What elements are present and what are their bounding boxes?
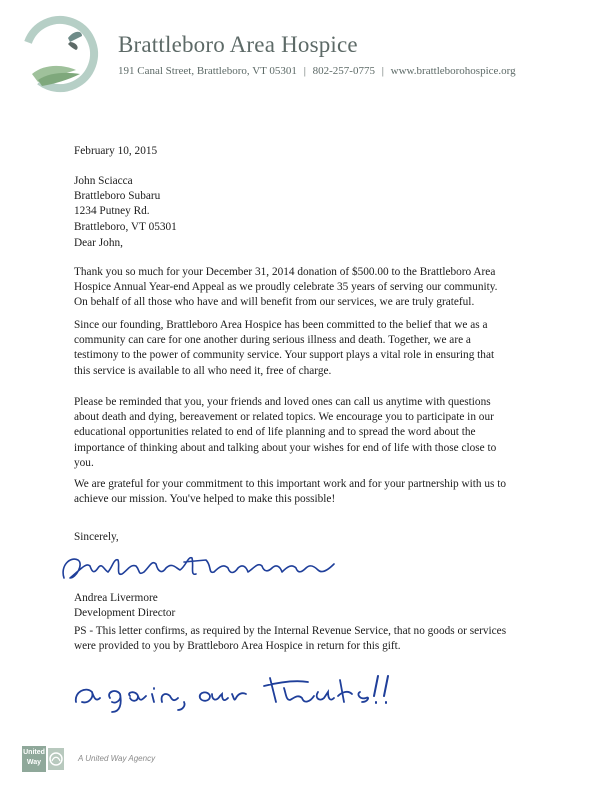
recipient-company: Brattleboro Subaru [74,190,161,203]
organization-phone: 802-257-0775 [312,65,375,77]
recipient-name: John Sciacca [74,175,133,187]
recipient-street: 1234 Putney Rd. [74,205,150,218]
separator: | [381,65,384,77]
handwritten-note [70,668,400,714]
organization-contact [118,65,516,77]
separator: | [303,65,306,77]
united-way-text: United Way [23,749,45,766]
recipient-address [74,174,552,235]
organization-address: 191 Canal Street, Brattleboro, VT 05301 [118,65,297,77]
handwritten-signature [56,548,356,588]
united-way-logo [22,746,66,772]
closing: Sincerely, [74,531,119,543]
postscript: PS - This letter confirms, as required by the Internal Revenue Service, that no goods or services were provided to you by Brattleboro Area Hospice in return for this gift. [74,625,507,653]
letterhead [16,12,596,96]
organization-name: Brattleboro Area Hospice [118,32,358,57]
salutation: Dear John, [74,237,123,249]
paragraph-gratitude: We are grateful for your commitment to this important work and for your partnership with us to achieve our mission. You've helped to make this possible! [74,478,507,506]
recipient-city: Brattleboro, VT 05301 [74,220,177,233]
signer-block [74,591,552,621]
footer [22,746,222,772]
signer-title: Development Director [74,607,176,620]
paragraph-mission: Since our founding, Brattleboro Area Hospice has been committed to the belief that we as a community can care for one another during serious illness and death. Together, we are a testimony to the power of community service. Your support plays a vital role in ensuring that this service is available to all who need it, free of charge. [74,319,495,377]
paragraph-donation: Thank you so much for your December 31, 2014 donation of $500.00 to the Brattleboro Area Hospice Annual Year-end Appeal as we proudly celebrate 35 years of serving our community. On behalf of all those who have and will benefit from our services, we are truly grateful. [74,266,498,309]
hospice-logo-icon [16,12,108,96]
letter-date: February 10, 2015 [74,145,158,157]
united-way-tagline: A United Way Agency [78,754,156,763]
organization-website: www.brattleborohospice.org [390,65,516,77]
signer-name: Andrea Livermore [74,592,158,604]
paragraph-reminder: Please be reminded that you, your friends and loved ones can call us anytime with questions about death and dying, bereavement or related topics. We encourage you to participate in our educational opportunities related to end of life planning and to spread the word about the importance of thinking about and talking about your wishes for end of life with those close to you. [74,396,497,469]
